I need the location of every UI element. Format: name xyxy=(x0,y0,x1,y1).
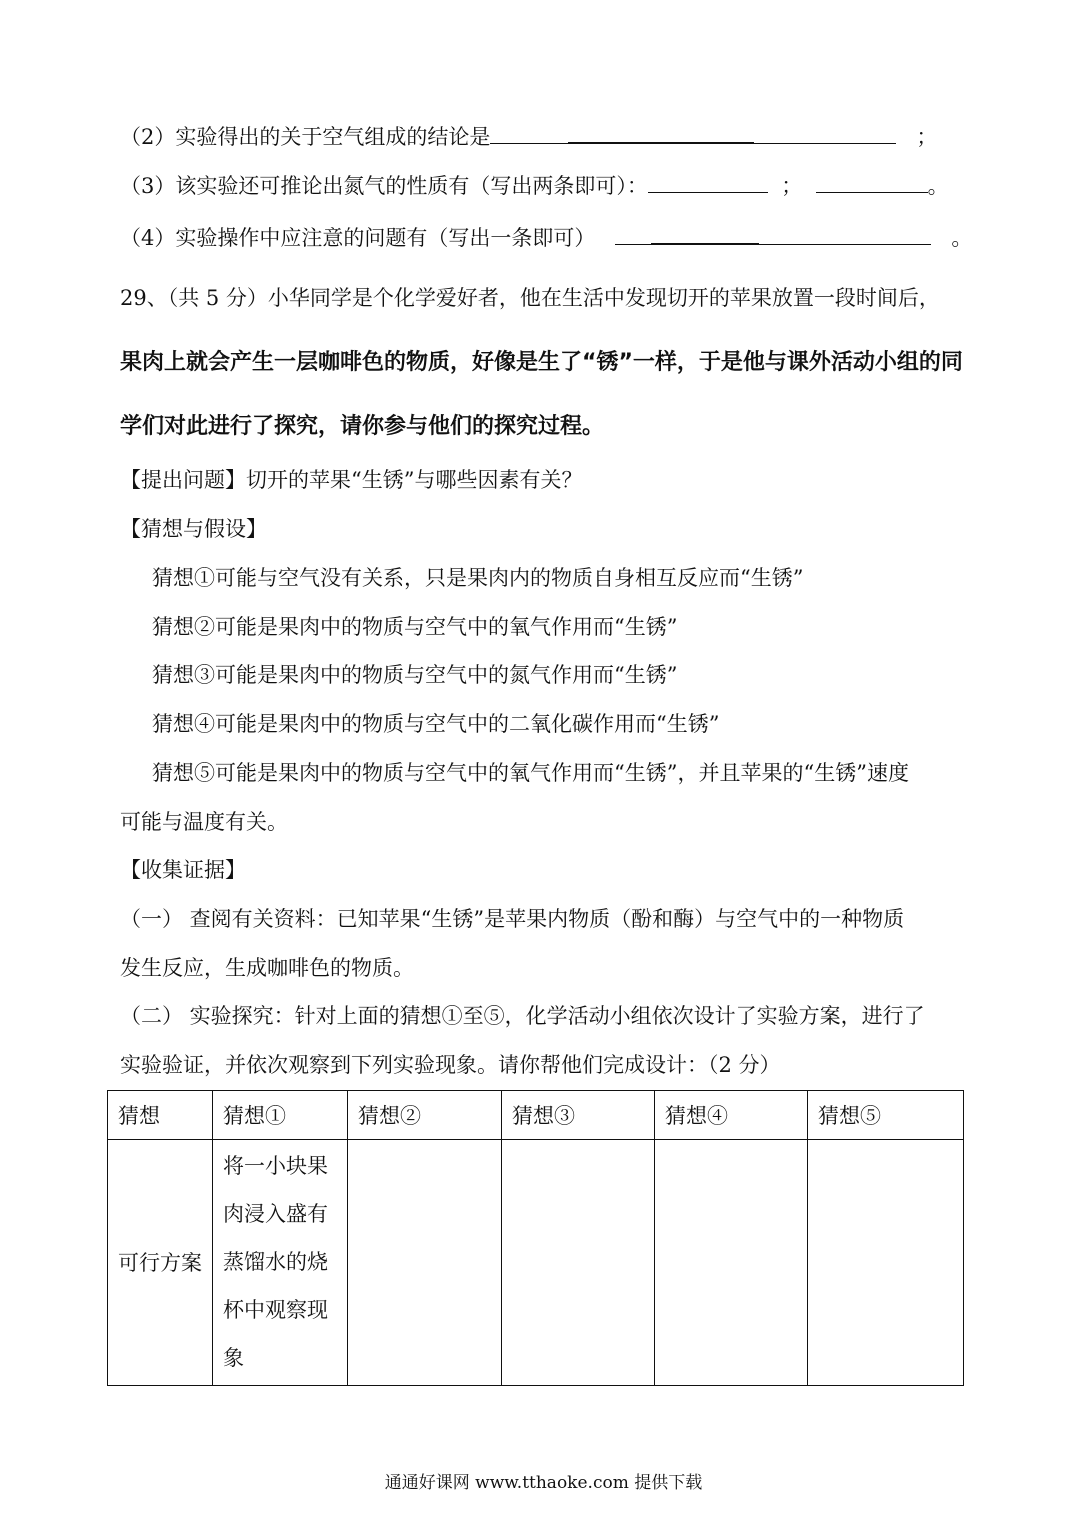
problem-29-line-1 xyxy=(120,288,940,309)
question-3-text: （3）该实验还可推论出氮气的性质有（写出两条即可）： xyxy=(120,174,648,198)
evidence-text: （二） 实验探究：针对上面的猜想①至⑤，化学活动小组依次设计了实验方案，进行了 xyxy=(120,1004,925,1028)
evidence-1 xyxy=(120,909,904,930)
question-4-line xyxy=(120,225,972,249)
table-header-cell: 猜想④ xyxy=(655,1091,808,1140)
evidence-heading xyxy=(120,860,246,881)
hypothesis-text: 猜想④可能是果肉中的物质与空气中的二氧化碳作用而“生锈” xyxy=(152,712,720,736)
answer-blank[interactable] xyxy=(754,125,896,144)
hypothesis-text: 猜想⑤可能是果肉中的物质与空气中的氧气作用而“生锈”，并且苹果的“生锈”速度 xyxy=(152,761,909,785)
punctuation: ； xyxy=(916,125,938,149)
question-3-line xyxy=(120,174,949,197)
answer-blank[interactable] xyxy=(490,125,568,144)
table-header-row xyxy=(108,1091,964,1140)
hypothesis-4 xyxy=(152,714,719,735)
page-footer: 通通好课网 www.tthaoke.com 提供下载 xyxy=(384,1473,703,1493)
table-header-cell: 猜想⑤ xyxy=(808,1091,964,1140)
plan-cell-blank[interactable] xyxy=(655,1140,808,1386)
problem-29-text: 29、（共 5 分）小华同学是个化学爱好者，他在生活中发现切开的苹果放置一段时间后， xyxy=(120,286,940,310)
hypothesis-text: 猜想③可能是果肉中的物质与空气中的氮气作用而“生锈” xyxy=(152,663,678,687)
answer-blank[interactable] xyxy=(759,226,931,245)
problem-29-line-2 xyxy=(120,352,963,374)
plan-cell-blank[interactable] xyxy=(808,1140,964,1386)
hypothesis-text: 可能与温度有关。 xyxy=(120,810,288,834)
punctuation: ； xyxy=(781,174,803,198)
evidence-2 xyxy=(120,1006,925,1027)
hypothesis-heading xyxy=(120,519,267,540)
evidence-text: （一） 查阅有关资料：已知苹果“生锈”是苹果内物质（酚和酶）与空气中的一种物质 xyxy=(120,907,905,931)
evidence-title: 【收集证据】 xyxy=(120,858,246,882)
plan-cell-blank[interactable] xyxy=(502,1140,655,1386)
answer-blank[interactable] xyxy=(648,174,768,193)
answer-blank[interactable] xyxy=(816,174,928,193)
hypothesis-2 xyxy=(152,617,677,638)
hypothesis-1 xyxy=(152,568,803,589)
table-header-cell: 猜想 xyxy=(108,1091,213,1140)
evidence-2-cont xyxy=(120,1055,781,1076)
hypothesis-text: 猜想②可能是果肉中的物质与空气中的氧气作用而“生锈” xyxy=(152,615,678,639)
question-text: 【提出问题】切开的苹果“生锈”与哪些因素有关？ xyxy=(120,468,583,492)
row-label: 可行方案 xyxy=(118,1250,202,1275)
question-heading xyxy=(120,470,582,491)
hypothesis-5 xyxy=(152,763,909,784)
table-header-cell: 猜想① xyxy=(213,1091,348,1140)
answer-blank[interactable] xyxy=(651,225,759,245)
evidence-text: 发生反应，生成咖啡色的物质。 xyxy=(120,956,414,980)
table-header-cell: 猜想② xyxy=(348,1091,502,1140)
table-header-cell: 猜想③ xyxy=(502,1091,655,1140)
experiment-table xyxy=(107,1090,964,1386)
question-2-text: （2）实验得出的关于空气组成的结论是 xyxy=(120,125,491,149)
table-row xyxy=(108,1140,964,1386)
hypothesis-text: 猜想①可能与空气没有关系，只是果肉内的物质自身相互反应而“生锈” xyxy=(152,566,804,590)
answer-blank[interactable] xyxy=(615,226,651,245)
punctuation: 。 xyxy=(951,226,973,250)
question-2-line xyxy=(120,124,937,148)
hypothesis-title: 【猜想与假设】 xyxy=(120,517,267,541)
evidence-text: 实验验证，并依次观察到下列实验现象。请你帮他们完成设计：（2 分） xyxy=(120,1053,781,1077)
punctuation: 。 xyxy=(927,174,949,198)
evidence-1-cont xyxy=(120,958,414,979)
hypothesis-3 xyxy=(152,665,677,686)
answer-blank[interactable] xyxy=(568,124,754,144)
row-label-cell xyxy=(108,1140,213,1386)
problem-29-line-3 xyxy=(120,416,604,438)
problem-29-text: 学们对此进行了探究，请你参与他们的探究过程。 xyxy=(120,414,605,439)
problem-29-text: 果肉上就会产生一层咖啡色的物质，好像是生了“锈”一样，于是他与课外活动小组的同 xyxy=(120,350,963,375)
plan-cell: 将一小块果肉浸入盛有蒸馏水的烧杯中观察现象 xyxy=(213,1140,348,1386)
hypothesis-5-cont xyxy=(120,812,288,833)
question-4-text: （4）实验操作中应注意的问题有（写出一条即可） xyxy=(120,226,596,250)
plan-cell-blank[interactable] xyxy=(348,1140,502,1386)
